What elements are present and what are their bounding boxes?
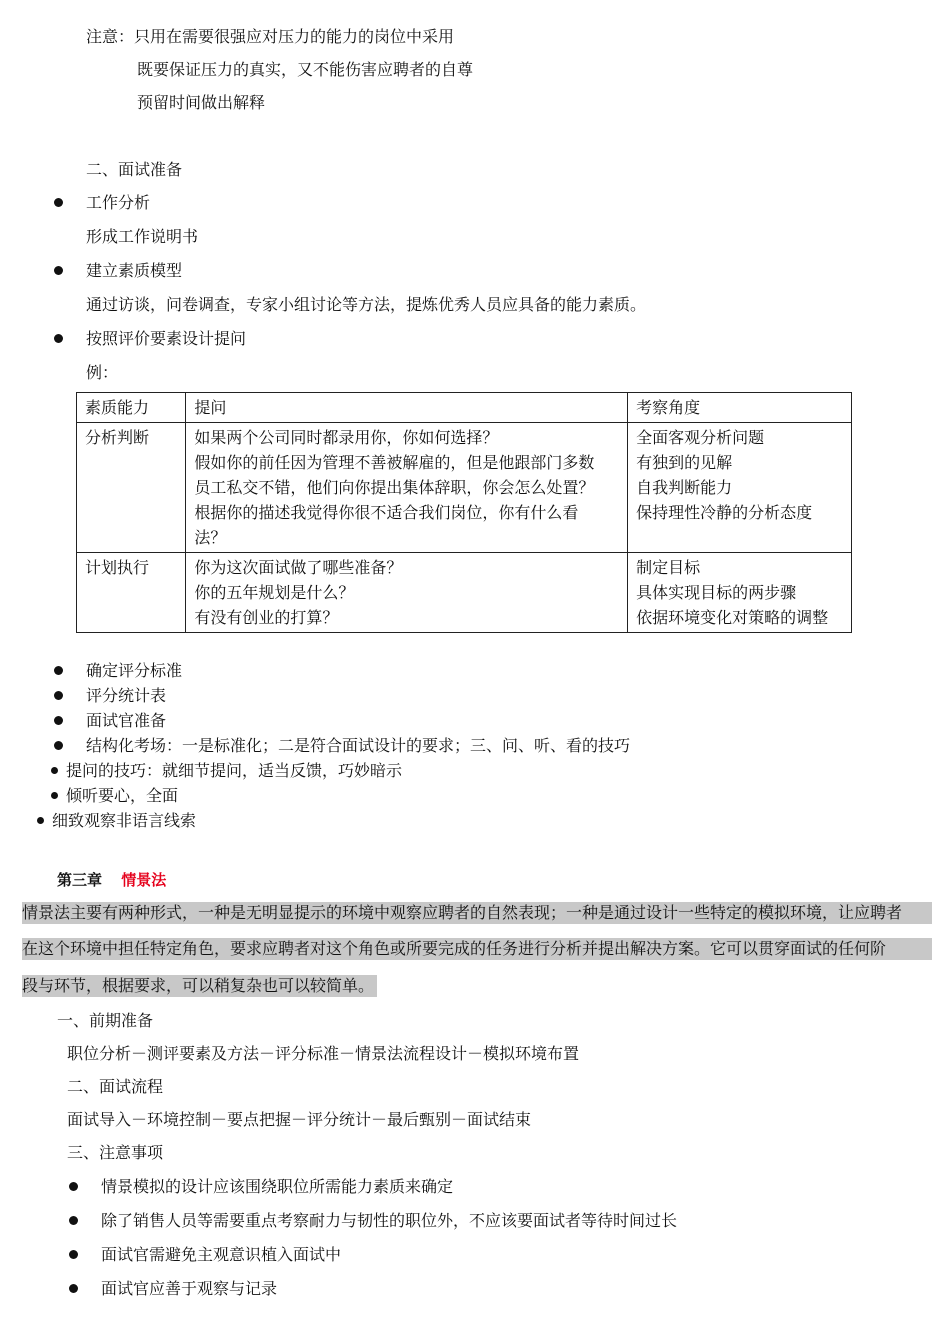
angle-line: 依据环境变化对策略的调整 (636, 608, 829, 627)
bullet-icon (37, 817, 44, 824)
note-item: 面试官需避免主观意识植入面试中 (101, 1245, 342, 1264)
angle-line: 全面客观分析问题 (636, 428, 765, 447)
intro-line-3: 段与环节，根据要求，可以稍复杂也可以较简单。 (22, 975, 377, 997)
angle-line: 制定目标 (636, 558, 701, 577)
bullet-icon (51, 792, 58, 799)
bullet-icon (69, 1250, 78, 1259)
note-line-1: 注意：只用在需要很强应对压力的能力的岗位中采用 (86, 27, 455, 46)
question-line: 如果两个公司同时都录用你，你如何选择？ (194, 428, 499, 447)
prep-text: 职位分析－测评要素及方法－评分标准－情景法流程设计－模拟环境布置 (67, 1044, 580, 1063)
angle-line: 有独到的见解 (636, 453, 733, 472)
bullet-icon (51, 767, 58, 774)
bullet-icon (54, 691, 63, 700)
note-line-3: 预留时间做出解释 (137, 93, 266, 112)
question-line: 法？ (194, 528, 227, 547)
bullet-icon (54, 666, 63, 675)
note-item: 除了销售人员等需要重点考察耐力与韧性的职位外，不应该要面试者等待时间过长 (101, 1211, 678, 1230)
question-line: 假如你的前任因为管理不善被解雇的，但是他跟部门多数 (194, 453, 595, 472)
flow-text: 面试导入－环境控制－要点把握－评分统计－最后甄别－面试结束 (67, 1110, 532, 1129)
angle-line: 具体实现目标的两步骤 (636, 583, 797, 602)
note-line-2: 既要保证压力的真实，又不能伤害应聘者的自尊 (137, 60, 474, 79)
questions-cell (186, 553, 628, 633)
bullet-icon (69, 1284, 78, 1293)
sub-bullet-item: 倾听要心，全面 (66, 786, 179, 805)
bullet-icon (54, 716, 63, 725)
bullet-item: 结构化考场：一是标准化；二是符合面试设计的要求；三、问、听、看的技巧 (86, 736, 631, 755)
note-item: 情景模拟的设计应该围绕职位所需能力素质来确定 (101, 1177, 454, 1196)
angle-line: 自我判断能力 (636, 478, 733, 497)
sub-bullet-item: 提问的技巧：就细节提问，适当反馈，巧妙暗示 (66, 761, 403, 780)
section-heading-interview-prep: 二、面试准备 (86, 160, 183, 179)
bullet-icon (54, 198, 63, 207)
sub-bullet-item: 细致观察非语言线索 (52, 811, 197, 830)
table-row (77, 553, 852, 633)
bullet-icon (69, 1216, 78, 1225)
table-header-row (77, 393, 852, 423)
chapter-heading (57, 870, 166, 890)
table-header-cell: 提问 (186, 393, 628, 423)
bullet-item: 评分统计表 (86, 686, 167, 705)
question-line: 有没有创业的打算？ (194, 608, 339, 627)
prep-item-detail: 形成工作说明书 (86, 227, 199, 246)
ability-cell: 计划执行 (77, 553, 186, 633)
table-row (77, 423, 852, 553)
prep-item-detail: 例： (86, 363, 119, 382)
chapter-number: 第三章 (57, 871, 103, 889)
prep-item-detail: 通过访谈，问卷调查，专家小组讨论等方法，提炼优秀人员应具备的能力素质。 (86, 295, 647, 314)
prep-item-label: 建立素质模型 (86, 261, 183, 280)
question-line: 员工私交不错，他们向你提出集体辞职，你会怎么处置？ (194, 478, 595, 497)
chapter-title: 情景法 (121, 871, 167, 889)
table-header-cell: 考察角度 (628, 393, 852, 423)
question-line: 你的五年规划是什么？ (194, 583, 355, 602)
bullet-icon (69, 1182, 78, 1191)
angles-cell (628, 553, 852, 633)
bullet-item: 面试官准备 (86, 711, 167, 730)
bullet-item: 确定评分标准 (86, 661, 183, 680)
prep-item-label: 按照评价要素设计提问 (86, 329, 247, 348)
question-design-table (76, 392, 852, 633)
intro-line-2: 在这个环境中担任特定角色，要求应聘者对这个角色或所要完成的任务进行分析并提出解决方案。它可以贯穿面试的任何阶 (22, 938, 932, 960)
note-item: 面试官应善于观察与记录 (101, 1279, 278, 1298)
angle-line: 保持理性冷静的分析态度 (636, 503, 813, 522)
bullet-icon (54, 741, 63, 750)
table-header-cell: 素质能力 (77, 393, 186, 423)
question-line: 根据你的描述我觉得你很不适合我们岗位，你有什么看 (194, 503, 579, 522)
bullet-icon (54, 334, 63, 343)
question-line: 你为这次面试做了哪些准备？ (194, 558, 403, 577)
questions-cell (186, 423, 628, 553)
prep-item-label: 工作分析 (86, 193, 151, 212)
bullet-icon (54, 266, 63, 275)
flow-heading: 二、面试流程 (67, 1077, 164, 1096)
angles-cell (628, 423, 852, 553)
intro-line-1: 情景法主要有两种形式，一种是无明显提示的环境中观察应聘者的自然表现；一种是通过设计一些特定的模拟环境，让应聘者 (22, 902, 932, 924)
ability-cell: 分析判断 (77, 423, 186, 553)
notes-heading: 三、注意事项 (67, 1143, 164, 1162)
prep-heading: 一、前期准备 (57, 1011, 154, 1030)
